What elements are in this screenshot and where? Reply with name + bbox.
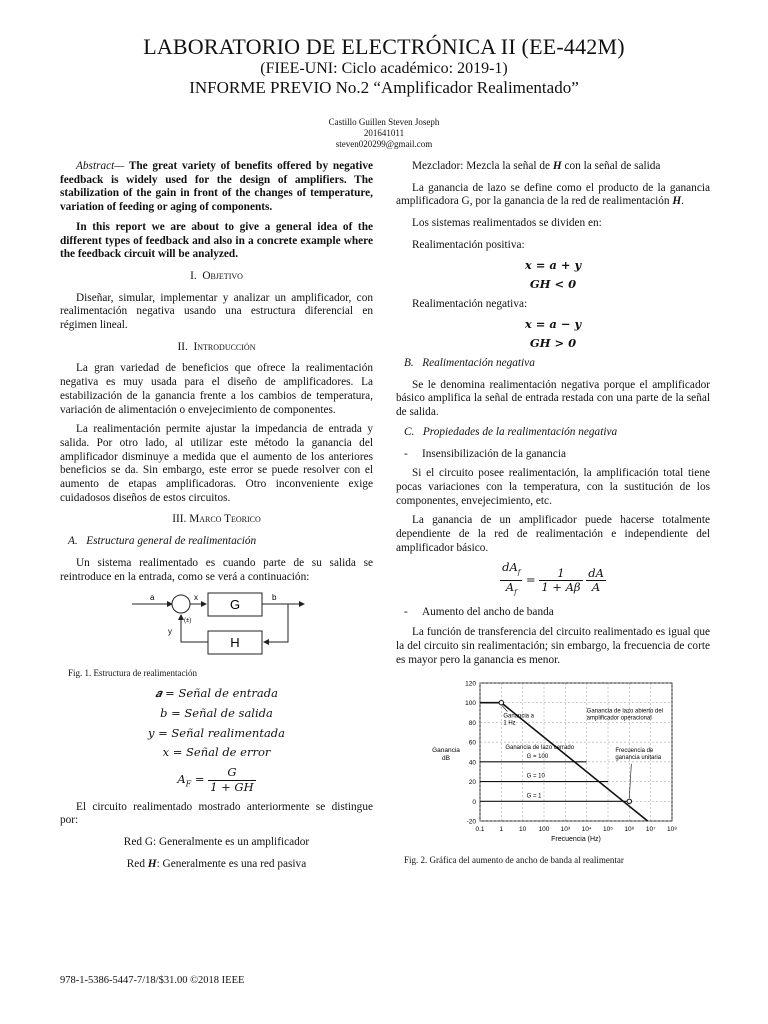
bandwidth-chart	[420, 673, 684, 849]
label-x: x	[194, 593, 198, 603]
y-tick-label: 20	[468, 779, 476, 787]
ancho-banda-paragraph: La función de transferencia del circuito realimentado es igual que la del circuito sin realimentación; sin embargo, la frecuencia de corte es mayor pero la ganancia es menor.	[396, 626, 710, 666]
annotation-open-loop: Ganancia de lazo abierto del	[586, 708, 664, 715]
section-number: II.	[177, 340, 188, 353]
y-tick-label: 120	[465, 680, 476, 688]
footer-copyright: 978-1-5386-5447-7/18/$31.00 ©2018 IEEE	[60, 975, 245, 986]
lazo-suffix: .	[681, 195, 684, 208]
x-tick-label: 10⁷	[645, 826, 656, 834]
y-tick-label: 60	[468, 739, 476, 747]
equation-x: x = Señal de error	[162, 745, 271, 760]
author-email: steven020299@gmail.com	[335, 139, 433, 149]
paper-title: LABORATORIO DE ELECTRÓNICA II (EE-442M)	[143, 34, 625, 59]
af-numerator: G	[208, 766, 255, 781]
feedback-path-out	[264, 604, 288, 642]
author-id: 201641011	[363, 128, 405, 138]
annotation-g100: G = 100	[526, 754, 549, 761]
abstract-paragraph	[60, 160, 373, 215]
lazo-prefix: La ganancia de lazo se define como el producto de la ganancia amplificadora G, por la ganancia de la red de realimentación	[396, 181, 710, 208]
x-tick-label: 10⁵	[603, 826, 613, 834]
af-subscript: F	[185, 779, 192, 789]
subsection-letter: A.	[68, 535, 78, 548]
lazo-paragraph	[396, 182, 710, 209]
y-axis-label: Ganancia	[432, 747, 460, 755]
y-tick-label: 40	[468, 759, 476, 767]
frac-left	[500, 561, 522, 600]
report-title: INFORME PREVIO No.2 “Amplificador Realimentado”	[189, 78, 579, 97]
subsection-title: Realimentación negativa	[422, 357, 535, 370]
section-title: Marco Teorico	[189, 513, 261, 526]
frac-right-den: A	[591, 580, 601, 595]
label-sign: (±)	[184, 618, 192, 625]
x-tick-label: 10³	[560, 826, 571, 834]
introduccion-paragraph-2: La realimentación permite ajustar la impedancia de entrada y salida. Por otro lado, al utilizar este método la ganancia del amplificador disminuye a medida que el aumento de los anteriores beneficios se da. Sin embargo, este error se puede resolver con el aumento de etapas amplificadoras. Otro inconveniente exige cuidadosos diseños de estos circuitos.	[60, 423, 373, 504]
figure-1-caption: Fig. 1. Estructura de realimentación	[68, 668, 197, 679]
positive-equation-2: GH < 0	[529, 277, 577, 292]
bullet-text: Insensibilización de la ganancia	[422, 447, 566, 460]
insensibilizacion-paragraph-1: Si el circuito posee realimentación, la amplificación total tiene pocas variaciones con la temperatura, con la sustitución de los componentes, envejecimiento, etc.	[396, 467, 710, 507]
annotation-ganancia-1hz: Ganancia a	[503, 713, 535, 720]
frac-right-num: dA	[588, 565, 604, 580]
af-denominator: 1 + GH	[210, 779, 254, 794]
annotation-g10: G = 10	[526, 773, 545, 780]
subsection-heading-c	[404, 426, 710, 440]
mezclador-prefix: Mezclador: Mezcla la señal de	[412, 160, 553, 172]
paper-subtitle: (FIEE-UNI: Ciclo académico: 2019-1)	[260, 60, 508, 77]
frac-middle	[539, 567, 582, 595]
x-tick-label: 10⁸	[667, 826, 677, 834]
block-h-label: H	[230, 635, 240, 651]
lazo-symbol: H	[672, 195, 682, 208]
y-tick-label: 100	[465, 700, 476, 708]
mezclador-symbol: H	[552, 160, 562, 172]
equation-a: 𝒂 = Señal de entrada	[155, 686, 278, 701]
introduccion-paragraph-1: La gran variedad de beneficios que ofrece la realimentación negativa es muy usada para el diseño de amplificadores. La estabilización de la ganancia frente a los cambios de temperatura, variación de alimentación o envejecimiento de componentes.	[60, 362, 373, 416]
x-tick-label: 1	[499, 826, 504, 834]
annotation-closed-loop: Ganancia de lazo cerrado	[505, 745, 575, 752]
bullet-ancho-banda: - Aumento del ancho de banda	[404, 606, 554, 619]
subsection-letter: B.	[404, 357, 414, 370]
mezclador-line	[396, 160, 710, 174]
bullet-insensibilizacion: - Insensibilización de la ganancia	[404, 447, 566, 460]
red-h-prefix: Red	[126, 857, 148, 870]
left-column	[60, 160, 373, 871]
label-y: y	[168, 627, 172, 637]
section-title: Objetivo	[202, 269, 243, 282]
x-tick-label: 100	[538, 826, 550, 834]
section-heading-objetivo	[60, 270, 373, 284]
estructura-paragraph: Un sistema realimentado es cuando parte de su salida se reintroduce en la entrada, como se verá a continuación:	[60, 556, 373, 583]
red-h-symbol: H	[147, 857, 157, 870]
sensitivity-equation: $\frac{dA_f}{A_f}$ = $\frac{1}{1 + A\beta}$ $\frac{dA}{A}$	[396, 561, 710, 600]
annotation-g1: G = 1	[526, 793, 542, 800]
equation-af: $A_F$ = $\frac{G}{1 + GH}$	[177, 765, 254, 794]
section-heading-marco-teorico	[60, 513, 373, 527]
equation-b: b = Señal de salida	[160, 705, 273, 720]
negative-equation-1: x = a − y	[524, 316, 582, 331]
frac-middle-num: 1	[539, 567, 582, 582]
x-tick-label: 10	[519, 826, 527, 834]
red-h-suffix: : Generalmente es una red pasiva	[156, 857, 307, 870]
negative-feedback-label: Realimentación negativa:	[412, 297, 528, 310]
frac-middle-den: 1 + Aβ	[541, 580, 581, 595]
annotation-unity-freq: Frecuencia de	[615, 748, 654, 755]
red-h-line	[60, 858, 373, 872]
annotation-open-loop-line2: amplificador operacional	[586, 715, 652, 722]
distingue-paragraph: El circuito realimentado mostrado anteriormente se distingue por:	[60, 800, 373, 827]
frac-left-den-sub: f	[514, 588, 517, 597]
label-a: a	[150, 593, 155, 603]
section-heading-introduccion	[60, 341, 373, 355]
y-axis-label-unit: dB	[442, 755, 450, 763]
abstract-paragraph-2: In this report we are about to give a general idea of the different types of feedback and also in a concrete example where the feedback circuit will be analyzed.	[60, 220, 373, 261]
point-1hz	[499, 701, 503, 705]
objetivo-paragraph: Diseñar, simular, implementar y analizar un amplificador, con realimentación negativa usando una estructura diferencial en régimen lineal.	[60, 291, 373, 332]
chart-background	[420, 673, 684, 849]
abstract-label: Abstract—	[76, 160, 125, 172]
section-number: III.	[172, 513, 187, 526]
bullet-text: Aumento del ancho de banda	[422, 606, 554, 619]
subsection-title: Propiedades de la realimentación negativa	[422, 425, 618, 438]
section-number: I.	[190, 269, 197, 282]
frac-left-num-sub: f	[517, 568, 521, 577]
af-symbol: A	[177, 772, 186, 787]
subsection-letter: C.	[404, 425, 415, 438]
summing-junction	[172, 595, 190, 613]
realimentacion-negativa-paragraph: Se le denomina realimentación negativa porque el amplificador básico amplifica la señal de entrada restada con una parte de la señal de salida.	[396, 378, 710, 419]
annotation-ganancia-1hz-line2: 1 Hz	[503, 720, 516, 727]
positive-feedback-label: Realimentación positiva:	[412, 238, 525, 251]
frac-left-den: A	[505, 580, 515, 595]
x-tick-label: 10⁶	[624, 826, 635, 834]
mezclador-suffix: con la señal de salida	[561, 160, 661, 172]
y-tick-label: 80	[468, 720, 476, 728]
section-title: Introducción	[193, 340, 256, 353]
right-column	[396, 160, 710, 874]
x-axis-label: Frecuencia (Hz)	[551, 836, 601, 844]
frac-left-num: dA	[502, 560, 518, 575]
x-tick-label: 10⁴	[581, 826, 592, 834]
annotation-unity-freq-line2: ganancia unitaria	[615, 755, 662, 762]
feedback-block-diagram	[128, 590, 310, 666]
abstract-text: The great variety of benefits offered by negative feedback is widely used for the design of amplifiers. The stabilization of the gain in front of the changes of temperature, variation of feeding or aging of components.	[60, 160, 373, 214]
y-tick-label: -20	[466, 818, 476, 826]
dividen-paragraph: Los sistemas realimentados se dividen en:	[412, 217, 602, 230]
block-g-label: G	[229, 597, 241, 613]
frac-right	[586, 567, 606, 595]
author-name: Castillo Guillen Steven Joseph	[328, 117, 440, 127]
positive-equation-1: x = a + y	[524, 257, 582, 272]
af-fraction	[208, 766, 255, 794]
subsection-heading-a	[68, 535, 373, 549]
insensibilizacion-paragraph-2: La ganancia de un amplificador puede hacerse totalmente dependiente de la red de realimentación e independiente del amplificador básico.	[396, 514, 710, 554]
negative-equation-2: GH > 0	[529, 336, 577, 351]
red-g-line: Red G: Generalmente es un amplificador	[123, 835, 310, 848]
equation-y: y = Señal realimentada	[147, 725, 286, 740]
figure-2-caption: Fig. 2. Gráfica del aumento de ancho de banda al realimentar	[404, 855, 624, 866]
label-b: b	[272, 593, 277, 603]
y-tick-label: 0	[472, 799, 476, 807]
point-unity-gain	[627, 799, 631, 803]
subsection-heading-b	[404, 357, 710, 371]
subsection-title: Estructura general de realimentación	[86, 535, 257, 548]
x-tick-label: 0.1	[475, 826, 485, 834]
